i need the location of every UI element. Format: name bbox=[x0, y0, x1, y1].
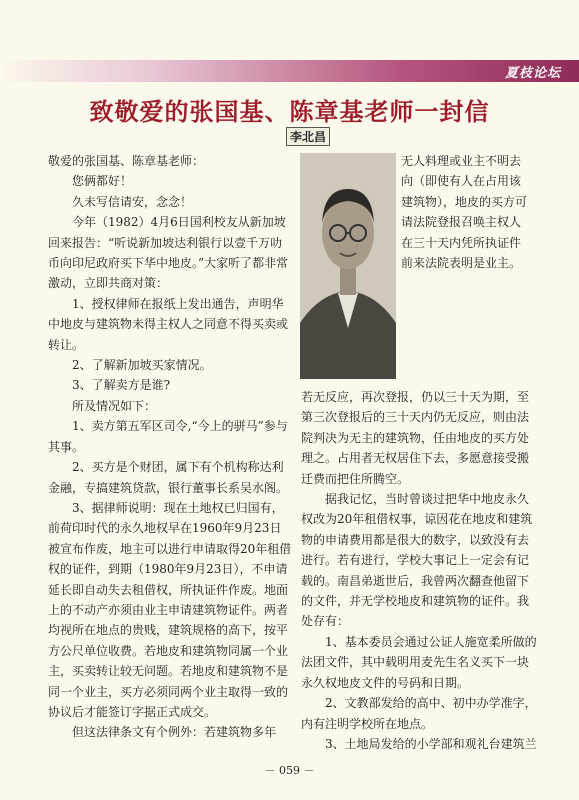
page-number: － 059 － bbox=[264, 764, 315, 777]
portrait-photo bbox=[300, 153, 396, 379]
paragraph: 3、土地局发给的小学部和观礼台建筑兰 bbox=[325, 736, 537, 751]
paragraph: 1、授权律师在报纸上发出通告，声明华中地皮与建筑物未得主权人之同意不得买卖或转让。 bbox=[48, 296, 289, 352]
paragraph: 敬爱的张国基、陈章基老师： bbox=[48, 154, 205, 168]
section-label: 夏枝论坛 bbox=[504, 66, 561, 81]
paragraph: 久未写信请安，念念！ bbox=[72, 194, 193, 209]
paragraph: 2、了解新加坡买家情况。 bbox=[72, 358, 212, 373]
lower-column bbox=[301, 387, 539, 754]
paragraph: 2、买方是个财团，属下有个机构称达利金融，专搞建筑贷款，银行董事长系吴水阁。 bbox=[48, 460, 289, 495]
paragraph: 1、卖方第五军区司令,“今上的骈马”参与其事。 bbox=[48, 419, 288, 454]
paragraph: 1、基本委员会通过公证人施宽柔所做的法团文件，其中载明用麦先生名义买下一块永久权地皮文件的号码和日期。 bbox=[301, 634, 537, 690]
paragraph: 3、了解卖方是谁? bbox=[72, 378, 171, 393]
paragraph: 据我记忆，当时曾谈过把华中地皮永久权改为20年租借权事，谅因花在地皮和建筑物的申请费用都是很大的数字，以致没有去进行。若有进行，学校大事记上一定会有记载的。南昌弟逝世后，我曾两次翻查他留下的文件，并无学校地皮和建筑物的证件。我处存有： bbox=[301, 492, 533, 629]
paragraph: 2、文教部发给的高中、初中办学准字，内有注明学校所在地点。 bbox=[301, 696, 537, 731]
portrait-illustration bbox=[300, 153, 396, 379]
left-column bbox=[48, 151, 293, 743]
paragraph: 无人料理或业主不明去向（即使有人在占用该建筑物），地皮的买方可请法院登报召唤主权人在三十天内凭所执证件前来法院表明是业主。 bbox=[401, 154, 528, 271]
paragraph: 您俩都好！ bbox=[72, 174, 133, 189]
paragraph: 但这法律条文有个例外：若建筑物多年 bbox=[72, 725, 277, 740]
paragraph: 所及情况如下： bbox=[72, 398, 157, 413]
paragraph: 若无反应，再次登报，仍以三十天为期，至第三次登报后的三十天内仍无反应，则由法院判决为无主的建筑物，任由地皮的买方处理之。占用者无权居住下去，多愿意接受搬迁费而把住所腾空。 bbox=[301, 390, 530, 486]
article-title: 致敬爱的张国基、陈章基老师一封信 bbox=[89, 97, 490, 126]
right-column bbox=[401, 151, 531, 273]
header-bar bbox=[0, 60, 579, 82]
paragraph: 今年（1982）4月6日国利校友从新加坡回来报告：“听说新加坡达利银行以壹千万叻币向印尼政府买下华中地皮。”大家听了都非常激动，立即共商对策： bbox=[48, 215, 289, 291]
paragraph: 3、据律师说明：现在土地权已归国有，前荷印时代的永久地权早在1960年9月23日被宣布作废，地主可以进行申请取得20年租借权的证件，到期（1980年9月23日），不申请延长即自动失去租借权，所执证件作废。地面上的不动产亦须由业主申请建筑物证件。两者均视所在地点的贵贱，建筑规格的高下，按平方公尺单位收费。若地皮和建筑物同属一个业主，买卖转让较无问题。若地皮和建筑物不是同一个业主，买方必须同两个业主取得一致的协议后才能签订字据正式成交。 bbox=[48, 500, 292, 719]
author-name: 李北昌 bbox=[286, 127, 330, 146]
